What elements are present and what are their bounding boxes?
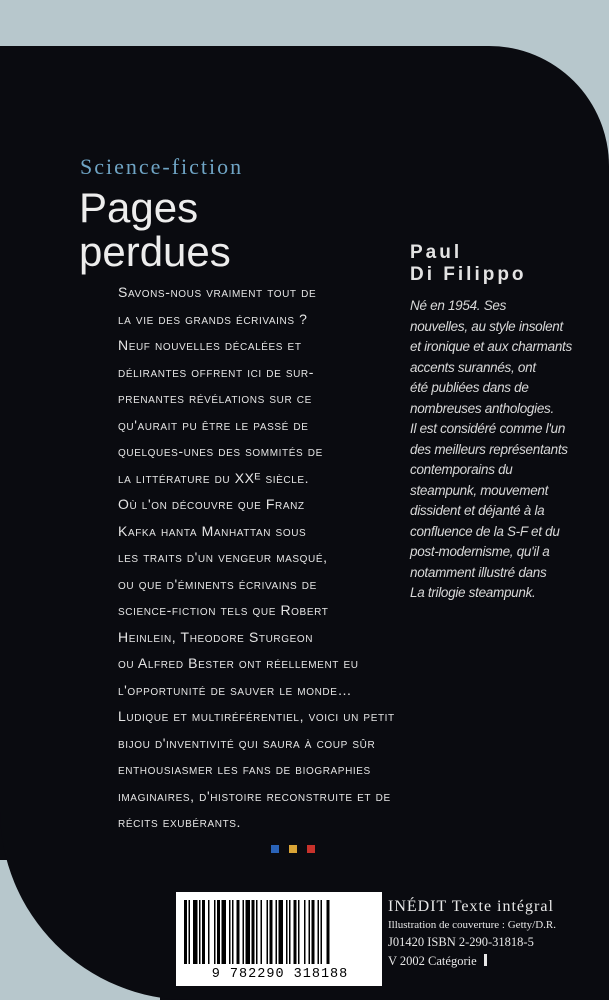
barcode-bars	[184, 900, 374, 964]
bio-line: Il est considéré comme l'un	[410, 421, 566, 436]
barcode-bar	[232, 900, 234, 964]
barcode-bar	[189, 900, 191, 964]
blurb-line: Ludique et multiréférentiel, voici un petit	[118, 708, 395, 724]
publication-info	[388, 898, 556, 969]
barcode-bar	[184, 900, 187, 964]
barcode-bar	[252, 900, 255, 964]
author-name	[410, 242, 527, 286]
blurb-line: la vie des grands écrivains ?	[118, 310, 308, 327]
color-dot	[289, 845, 297, 853]
bio-line: été publiées dans de	[410, 380, 529, 395]
bio-line: La trilogie steampunk.	[410, 585, 536, 600]
genre-label: Science-fiction	[80, 154, 244, 179]
barcode-bar	[199, 900, 201, 964]
blurb-line: Heinlein, Theodore Sturgeon	[118, 628, 314, 645]
barcode-bar	[214, 900, 216, 964]
barcode-bar	[229, 900, 231, 964]
barcode-bar	[222, 900, 227, 964]
category-line	[388, 954, 556, 969]
barcode-bar	[270, 900, 273, 964]
barcode-bar	[309, 900, 311, 964]
blurb-line: prenantes révélations sur ce	[118, 390, 312, 406]
barcode-bar	[246, 900, 251, 964]
author-bio	[410, 296, 600, 604]
barcode-bar	[193, 900, 198, 964]
barcode-bar	[298, 900, 300, 964]
color-dot	[271, 845, 279, 853]
book-title	[79, 186, 231, 274]
barcode-bar	[289, 900, 291, 964]
bio-line: accents surannés, ont	[410, 359, 536, 375]
book-title-line-2: perdues	[79, 228, 231, 275]
bio-line: notamment illustré dans	[410, 564, 547, 580]
color-dots	[271, 845, 315, 853]
isbn-line: J01420 ISBN 2-290-31818-5	[388, 935, 534, 949]
blurb-line: ou que d'éminents écrivains de	[118, 575, 317, 592]
blurb-line: l'opportunité de sauver le monde…	[118, 681, 353, 698]
barcode-bar	[217, 900, 220, 964]
bio-line: Né en 1954. Ses	[410, 298, 507, 313]
barcode-bar	[237, 900, 240, 964]
category-mark	[484, 954, 487, 966]
barcode-bar	[208, 900, 210, 964]
author-last-name: Di Filippo	[410, 264, 527, 285]
barcode-bar	[202, 900, 205, 964]
blurb-line: science-fiction tels que Robert	[118, 602, 329, 618]
barcode-bar	[243, 900, 245, 964]
bio-line: post-modernisme, qu'il a	[410, 544, 550, 559]
barcode-bar	[261, 900, 263, 964]
barcode-number: 9 782290 318188	[211, 967, 349, 982]
barcode-bar	[327, 900, 330, 964]
edition-label: INÉDIT Texte intégral	[388, 898, 554, 915]
book-title-line-1: Pages	[79, 184, 199, 231]
barcode	[176, 892, 382, 986]
bio-line: dissident et déjanté à la	[410, 503, 545, 518]
barcode-bar	[276, 900, 278, 964]
barcode-bar	[256, 900, 258, 964]
blurb-line: Savons-nous vraiment tout de	[118, 284, 317, 300]
bio-line: contemporains du	[410, 462, 513, 477]
blurb-line: délirantes offrent ici de sur-	[118, 363, 315, 380]
bio-line: nouvelles, au style insolent	[410, 318, 563, 334]
blurb-line: Kafka hanta Manhattan sous	[118, 522, 307, 539]
bio-line: steampunk, mouvement	[410, 482, 549, 498]
color-dot	[307, 845, 315, 853]
barcode-bar	[321, 900, 323, 964]
barcode-bar	[304, 900, 306, 964]
blurb-line: la littérature du XXᴱ siècle.	[118, 469, 310, 486]
blurb-line: qu'aurait pu être le passé de	[118, 416, 309, 433]
blurb-line: ou Alfred Bester ont réellement eu	[118, 655, 359, 671]
blurb-line: les traits d'un vengeur masqué,	[118, 549, 328, 565]
category-text: V 2002 Catégorie	[388, 954, 477, 968]
bio-line: nombreuses anthologies.	[410, 400, 554, 416]
bio-line: des meilleurs représentants	[410, 441, 568, 457]
barcode-bar	[312, 900, 315, 964]
blurb-line: Neuf nouvelles décalées et	[118, 337, 302, 353]
author-first-name: Paul	[410, 242, 463, 263]
barcode-bar	[279, 900, 284, 964]
blurb-line: quelques-unes des sommités de	[118, 443, 323, 459]
blurb-line: récits exubérants.	[118, 814, 242, 830]
blurb-line: imaginaires, d'histoire reconstruite et de	[118, 787, 391, 804]
blurb-line: enthousiasmer les fans de biographies	[118, 761, 371, 777]
barcode-bar	[267, 900, 269, 964]
barcode-bar	[318, 900, 320, 964]
blurb-line: Où l'on découvre que Franz	[118, 496, 305, 512]
bio-line: confluence de la S-F et du	[410, 523, 560, 539]
bio-line: et ironique et aux charmants	[410, 339, 572, 354]
illustration-credit: Illustration de couverture : Getty/D.R.	[388, 919, 557, 931]
blurb-line: bijou d'inventivité qui saura à coup sûr	[118, 734, 376, 751]
barcode-bar	[286, 900, 288, 964]
barcode-bar	[294, 900, 297, 964]
